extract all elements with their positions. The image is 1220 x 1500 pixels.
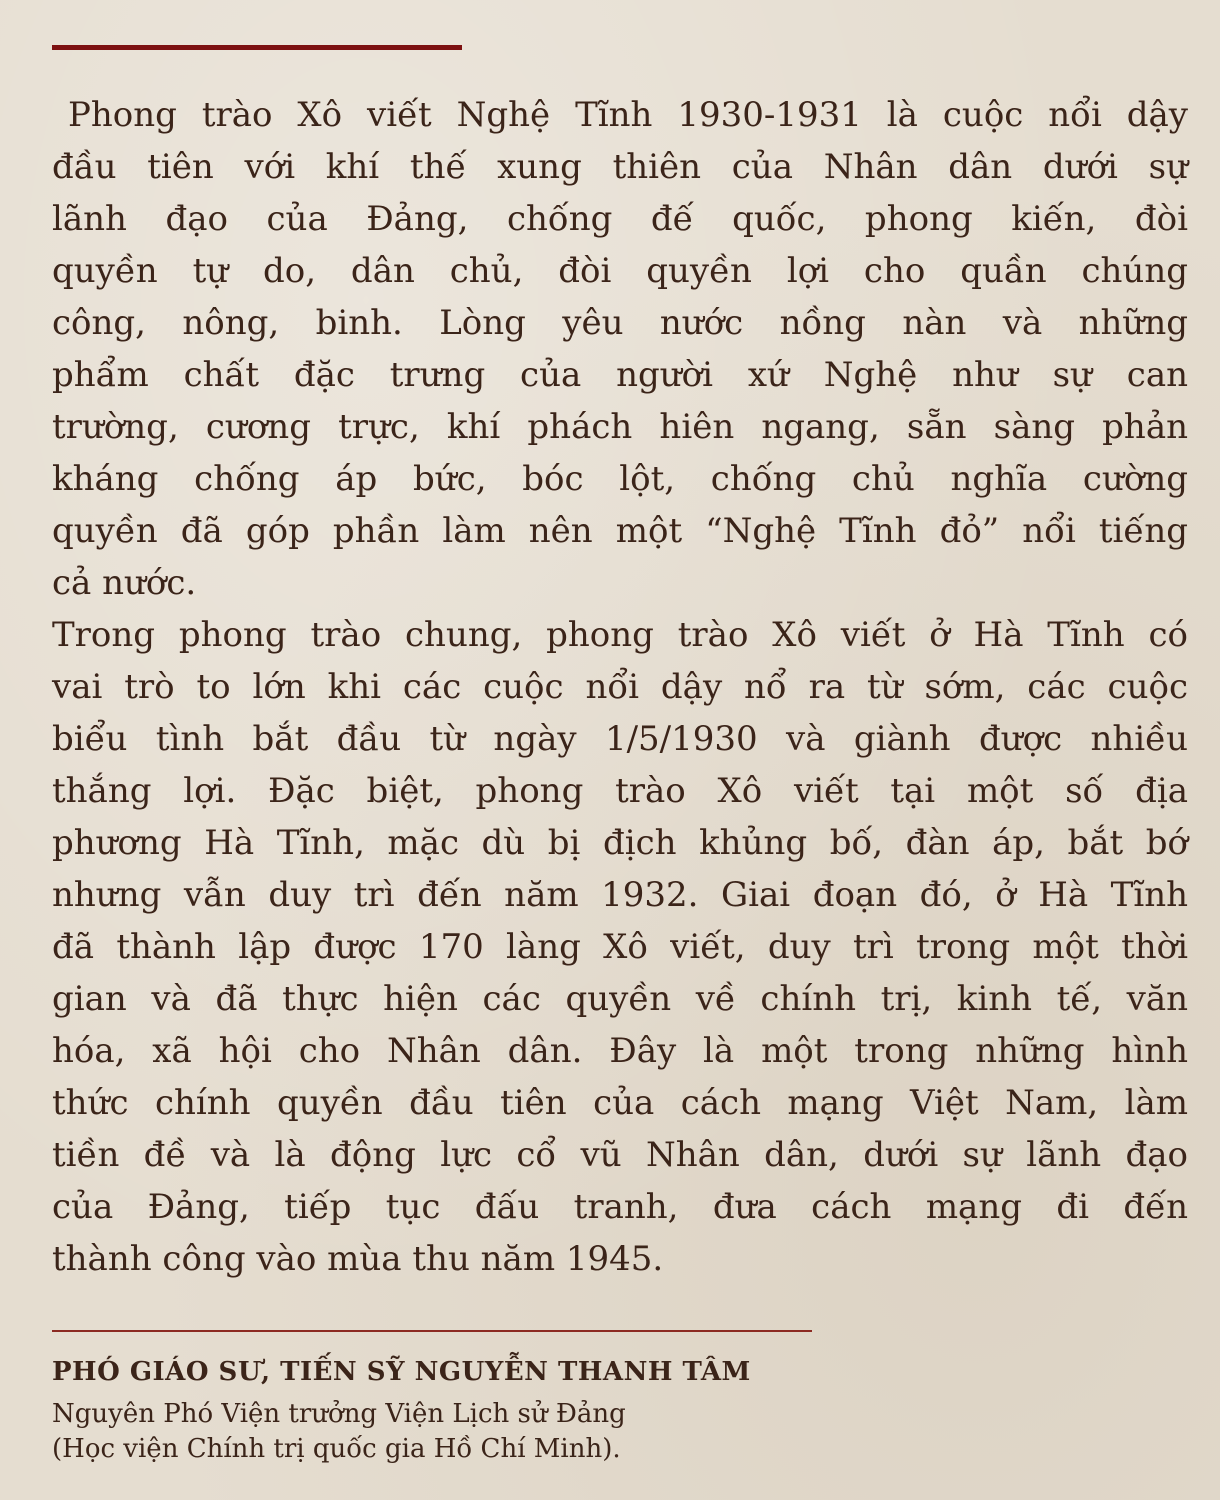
text-line: thành công vào mùa thu năm 1945. (52, 1239, 664, 1279)
text-line: trường, cương trực, khí phách hiên ngang, sẵn sàng phản (52, 407, 1188, 447)
text-line: hóa, xã hội cho Nhân dân. Đây là một trong những hình (52, 1031, 1188, 1071)
paragraph (52, 89, 1188, 609)
text-line: lãnh đạo của Đảng, chống đế quốc, phong kiến, đòi (52, 199, 1188, 239)
text-line: tiền đề và là động lực cổ vũ Nhân dân, dưới sự lãnh đạo (52, 1135, 1188, 1175)
text-line: đã thành lập được 170 làng Xô viết, duy trì trong một thời (52, 927, 1188, 967)
byline-divider (52, 1330, 812, 1332)
text-line: gian và đã thực hiện các quyền về chính trị, kinh tế, văn (52, 979, 1188, 1019)
text-line: biểu tình bắt đầu từ ngày 1/5/1930 và giành được nhiều (52, 719, 1188, 759)
text-line: Phong trào Xô viết Nghệ Tĩnh 1930-1931 là cuộc nổi dậy (68, 95, 1188, 135)
text-line: của Đảng, tiếp tục đấu tranh, đưa cách mạng đi đến (52, 1187, 1188, 1227)
top-divider (52, 45, 462, 50)
author-affiliation: (Học viện Chính trị quốc gia Hồ Chí Minh). (52, 1434, 621, 1464)
text-line: thức chính quyền đầu tiên của cách mạng Việt Nam, làm (52, 1083, 1188, 1123)
text-line: Trong phong trào chung, phong trào Xô viết ở Hà Tĩnh có (52, 615, 1188, 655)
text-line: cả nước. (52, 563, 197, 603)
text-line: nhưng vẫn duy trì đến năm 1932. Giai đoạn đó, ở Hà Tĩnh (52, 875, 1188, 915)
text-line: vai trò to lớn khi các cuộc nổi dậy nổ ra từ sớm, các cuộc (52, 667, 1188, 707)
text-line: quyền đã góp phần làm nên một “Nghệ Tĩnh đỏ” nổi tiếng (52, 511, 1188, 551)
paragraph (52, 609, 1188, 1285)
text-line: quyền tự do, dân chủ, đòi quyền lợi cho quần chúng (52, 251, 1188, 291)
text-line: phương Hà Tĩnh, mặc dù bị địch khủng bố, đàn áp, bắt bớ (52, 823, 1188, 863)
text-line: công, nông, binh. Lòng yêu nước nồng nàn và những (52, 303, 1188, 343)
text-line: phẩm chất đặc trưng của người xứ Nghệ như sự can (52, 355, 1188, 395)
author-role: Nguyên Phó Viện trưởng Viện Lịch sử Đảng (52, 1399, 626, 1429)
author-name: PHÓ GIÁO SƯ, TIẾN SỸ NGUYỄN THANH TÂM (52, 1357, 751, 1387)
article-body (52, 89, 1188, 1285)
text-line: kháng chống áp bức, bóc lột, chống chủ nghĩa cường (52, 459, 1188, 499)
text-line: thắng lợi. Đặc biệt, phong trào Xô viết tại một số địa (52, 771, 1188, 811)
text-line: đầu tiên với khí thế xung thiên của Nhân dân dưới sự (52, 147, 1188, 187)
